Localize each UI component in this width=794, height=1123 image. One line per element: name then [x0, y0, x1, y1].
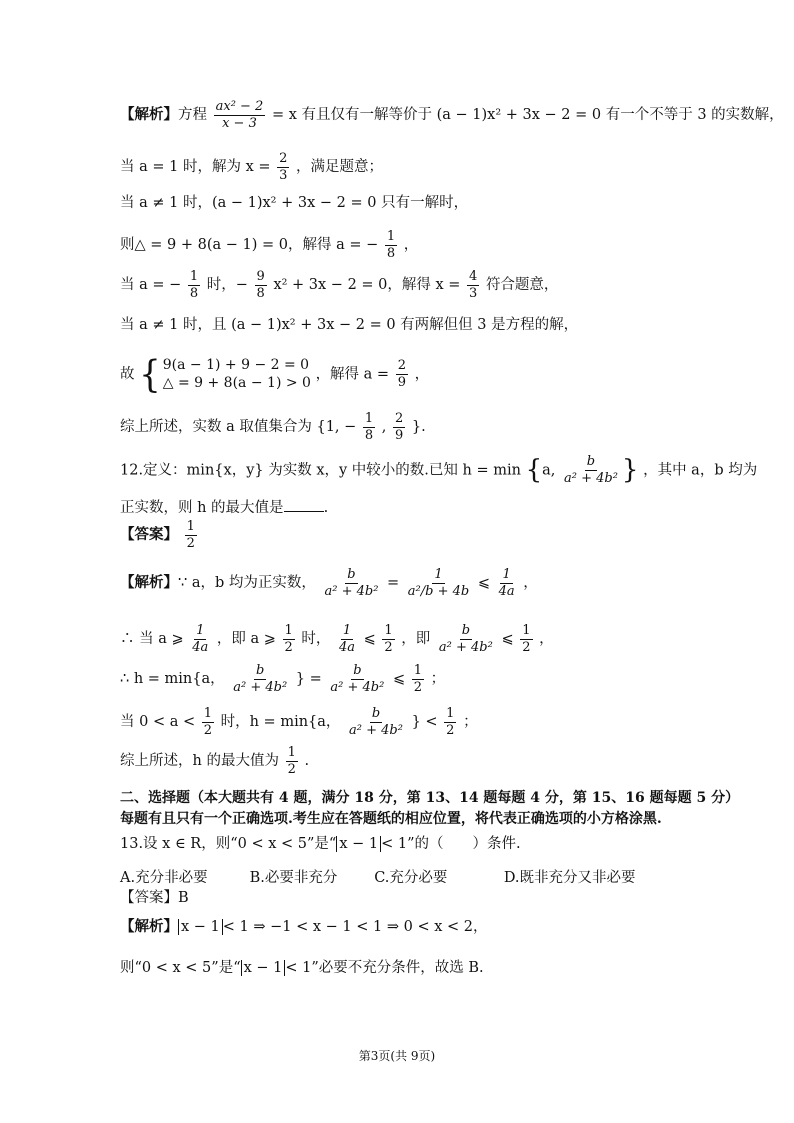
fraction: $\frac{1}{2}$: [284, 623, 293, 655]
q12-solution-line-2: ∴ 当 a ⩾ $\frac{1}{4a}$ ，即 a ⩾ $\frac{1}{2}$ 时， $\frac{1}{4a}$ ⩽ $\frac{1}{2}$ ，即 $\frac{b}{\text{a² + 4b²}}$ ⩽ $\frac{1}{2}$ ，: [120, 623, 554, 655]
fraction: $\frac{1}{4a}$: [498, 567, 515, 599]
q12-answer: 【答案】 $\frac{1}{2}$: [120, 519, 195, 551]
absolute-value: x − 1: [336, 836, 381, 852]
fraction: $\frac{4}{3}$: [469, 269, 478, 301]
section-2-heading-line-2: 每题有且只有一个正确选项.考生应在答题纸的相应位置，将代表正确选项的小方格涂黑.: [120, 811, 662, 827]
option-a: A.充分非必要: [120, 870, 208, 886]
fraction: $\frac{1}{2}$: [413, 663, 422, 695]
q13-solution-line-1: 【解析】 x − 1 < 1 ⇒ −1 < x − 1 < 1 ⇒ 0 < x < 2，: [120, 918, 488, 935]
absolute-value: x − 1: [241, 960, 286, 976]
q12-solution-line-5: 综上所述，h 的最大值为 $\frac{1}{2}$ .: [120, 745, 310, 777]
fraction: $\frac{2}{9}$: [397, 358, 406, 390]
q11-solution-line-1: 【解析】方程 $\frac{\text{ax² − 2}}{x - 3}$ = x 有且仅有一解等价于 (a − 1)x² + 3x − 2 = 0 有一个不等于 3 的实数解，: [120, 99, 784, 131]
answer-blank: [284, 497, 324, 512]
q11-solution-line-4: 则△ = 9 + 8(a − 1) = 0，解得 a = − $\frac{1}{8}$ ，: [120, 229, 419, 261]
fraction: $\frac{b}{\text{a² + 4b²}}$: [233, 663, 288, 695]
fraction: $\frac{1}{2}$: [522, 623, 531, 655]
absolute-value: x − 1: [178, 919, 223, 935]
fraction: $\frac{1}{2}$: [186, 519, 195, 551]
fraction: $\frac{b}{\text{a² + 4b²}}$: [349, 706, 403, 738]
q12-solution-line-3: ∴ h = min{a， $\frac{b}{\text{a² + 4b²}}$ } = $\frac{b}{\text{a² + 4b²}}$ ⩽ $\frac{1}{2}$ ；: [120, 663, 446, 695]
analysis-tag: 【解析】: [120, 106, 178, 124]
equation-system: { 9(a − 1) + 9 − 2 = 0 △ = 9 + 8(a − 1) > 0: [139, 352, 311, 397]
fraction: $\frac{1}{2}$: [203, 706, 212, 738]
q11-solution-line-3: 当 a ≠ 1 时，(a − 1)x² + 3x − 2 = 0 只有一解时，: [120, 195, 469, 211]
section-2-heading-line-1: 二、选择题（本大题共有 4 题，满分 18 分，第 13、14 题每题 4 分，第 15、16 题每题 5 分）: [120, 790, 740, 806]
fraction: $\frac{9}{8}$: [256, 269, 265, 301]
fraction: $\frac{b}{\text{a² + 4b²}}$: [330, 663, 385, 695]
q12-stem-line-1: 12.定义：min{x，y} 为实数 x，y 中较小的数.已知 h = min {a, $\frac{b}{\text{a² + 4b²}}$ } ，其中 a，b 均为: [120, 454, 758, 487]
q11-solution-line-6: 当 a ≠ 1 时，且 (a − 1)x² + 3x − 2 = 0 有两解但但 3 是方程的解，: [120, 317, 579, 333]
fraction: $\frac{1}{2}$: [446, 706, 455, 738]
fraction: $\frac{1}{4a}$: [339, 623, 356, 655]
fraction: $\frac{1}{8}$: [386, 229, 396, 261]
option-d: D.既非充分又非必要: [503, 870, 636, 886]
fraction: $\frac{1}{4a}$: [192, 623, 209, 655]
fraction: $\frac{1}{\text{a²/b + 4b}}$: [407, 567, 470, 599]
fraction: $\frac{2}{9}$: [395, 411, 404, 443]
right-brace-icon: }: [621, 455, 639, 485]
fraction: $\frac{b}{\text{a² + 4b²}}$: [324, 567, 379, 599]
left-brace-icon: {: [139, 352, 161, 397]
page-footer: 第3页(共 9页): [358, 1049, 436, 1063]
fraction: $\frac{2}{3}$: [279, 151, 288, 183]
option-c: C.充分必要: [374, 870, 448, 886]
q11-solution-line-5: 当 a = − $\frac{1}{8}$ 时，− $\frac{9}{8}$ x² + 3x − 2 = 0，解得 x = $\frac{4}{3}$ 符合题意，: [120, 269, 559, 301]
option-b: B.必要非充分: [249, 870, 338, 886]
q11-solution-line-8: 综上所述，实数 a 取值集合为 {1, − $\frac{1}{8}$ , $\frac{2}{9}$ }.: [120, 411, 426, 443]
fraction: $\frac{b}{\text{a² + 4b²}}$: [563, 454, 618, 487]
fraction: $\frac{b}{\text{a² + 4b²}}$: [438, 623, 493, 655]
q13-answer: 【答案】B: [120, 890, 189, 906]
q11-solution-line-7: 故 { 9(a − 1) + 9 − 2 = 0 △ = 9 + 8(a − 1) > 0 ，解得 a = $\frac{2}{9}$ ，: [120, 352, 430, 397]
q12-solution-line-4: 当 0 < a < $\frac{1}{2}$ 时，h = min{a， $\frac{b}{\text{a² + 4b²}}$ } < $\frac{1}{2}$ ；: [120, 706, 478, 738]
q13-stem: 13.设 x ∈ R，则“0 < x < 5”是“ x − 1 < 1”的（ ）条件.: [120, 836, 521, 852]
q12-solution-line-1: 【解析】∵ a，b 均为正实数， $\frac{b}{\text{a² + 4b²}}$ = $\frac{1}{\text{a²/b + 4b}}$ ⩽ $\frac{1}{4a}$ ，: [120, 567, 538, 599]
q13-options: [120, 870, 636, 887]
q13-solution-line-2: 则“0 < x < 5”是“ x − 1 < 1”必要不充分条件，故选 B.: [120, 960, 484, 976]
left-brace-icon: {: [525, 455, 543, 485]
fraction: $\frac{1}{2}$: [384, 623, 393, 655]
fraction: $\frac{\text{ax² − 2}}{x - 3}$: [215, 99, 264, 131]
q12-stem-line-2: 正实数，则 h 的最大值是 .: [120, 497, 328, 517]
q11-solution-line-2: 当 a = 1 时，解为 x = $\frac{2}{3}$ ，满足题意；: [120, 151, 384, 183]
fraction: $\frac{1}{8}$: [189, 269, 199, 301]
fraction: $\frac{1}{8}$: [364, 411, 374, 443]
fraction: $\frac{1}{2}$: [287, 745, 296, 777]
